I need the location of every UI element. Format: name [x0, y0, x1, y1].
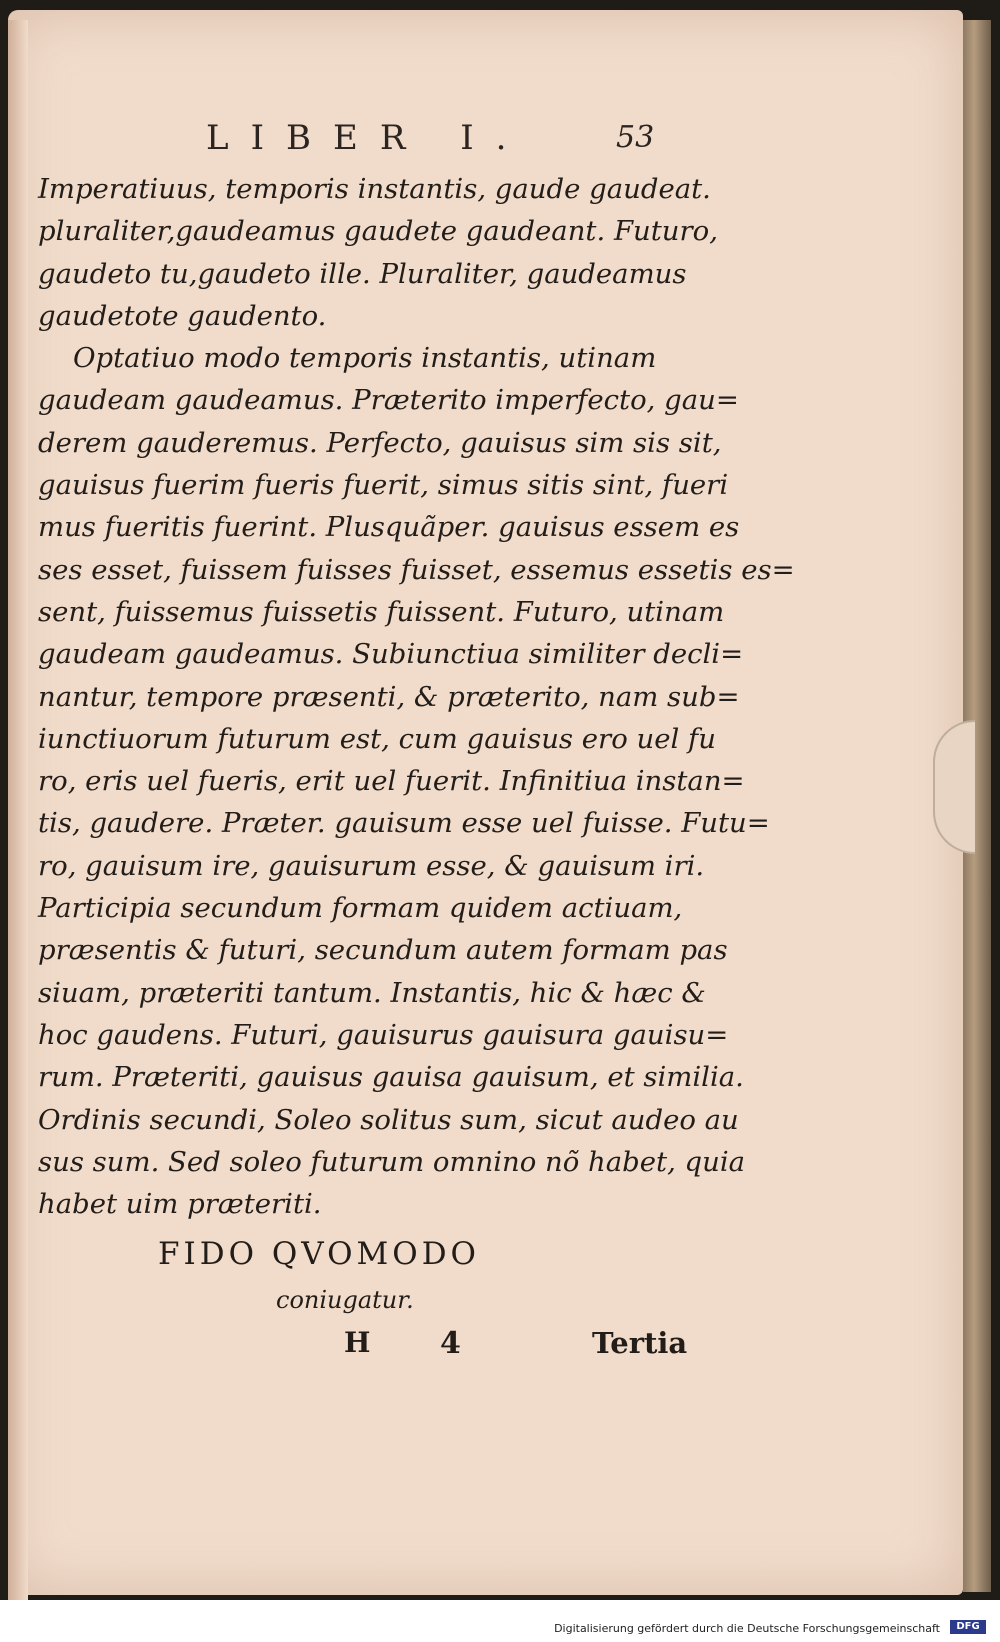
text-line: ro, eris uel fueris, erit uel fuerit. Infinitiua instan= [38, 765, 745, 798]
text-line: rum. Præteriti, gauisus gauisa gauisum, et similia. [38, 1061, 744, 1094]
book-page [8, 10, 963, 1595]
text-line: ro, gauisum ire, gauisurum esse, & gauisum iri. [38, 849, 705, 882]
text-line: Ordinis secundi, Soleo solitus sum, sicut audeo au [38, 1103, 739, 1136]
text-line: gauisus fuerim fueris fuerit, simus sitis sint, fueri [38, 469, 729, 502]
text-line: sus sum. Sed soleo futurum omnino nõ habet, quia [38, 1145, 746, 1178]
running-head [8, 118, 963, 166]
text-line: gaudeam gaudeamus. Subiunctiua similiter decli= [38, 638, 744, 671]
text-line: habet uim præteriti. [38, 1188, 322, 1221]
text-line: ses esset, fuissem fuisses fuisset, essemus essetis es= [38, 553, 795, 586]
footer-bar [0, 1600, 1000, 1642]
running-title: LIBER I. [206, 118, 529, 158]
text-line: mus fueritis fuerint. Plusquãper. gauisus essem es [38, 511, 740, 544]
page-gutter [8, 20, 28, 1605]
text-line: nantur, tempore præsenti, & præterito, nam sub= [38, 680, 740, 713]
text-line: tis, gaudere. Præter. gauisum esse uel fuisse. Futu= [38, 807, 770, 840]
footer-credit: Digitalisierung gefördert durch die Deutsche Forschungsgemeinschaft [554, 1622, 940, 1635]
text-line: hoc gaudens. Futuri, gauisurus gauisura gauisu= [38, 1018, 729, 1051]
text-line: iunctiuorum futurum est, cum gauisus ero uel fu [38, 722, 716, 755]
text-line: sent, fuissemus fuissetis fuissent. Futuro, utinam [38, 595, 725, 628]
text-line: derem gauderemus. Perfecto, gauisus sim sis sit, [38, 426, 722, 459]
text-line: gaudeto tu,gaudeto ille. Pluraliter, gaudeamus [38, 257, 687, 290]
signature-number: 4 [440, 1326, 461, 1361]
text-line: Imperatiuus, temporis instantis, gaude gaudeat. [38, 173, 711, 205]
catchword: Tertia [592, 1326, 688, 1360]
body-text [38, 168, 795, 1225]
folio-number: 53 [616, 120, 655, 155]
section-heading: FIDO QVOMODO [158, 1236, 480, 1272]
section-subheading: coniugatur. [276, 1286, 414, 1314]
signature-mark: H [344, 1326, 371, 1359]
text-line: pluraliter,gaudeamus gaudete gaudeant. Futuro, [38, 215, 718, 248]
dfg-logo: DFG [950, 1620, 986, 1634]
text-line: gaudeam gaudeamus. Præterito imperfecto, gau= [38, 384, 739, 417]
page-clip [933, 720, 975, 854]
text-line: gaudetote gaudento. [38, 299, 327, 332]
text-line: siuam, præteriti tantum. Instantis, hic & hæc & [38, 976, 706, 1009]
text-line: Participia secundum formam quidem actiuam, [38, 892, 683, 925]
text-line: præsentis & futuri, secundum autem formam pas [38, 934, 728, 967]
text-line: Optatiuo modo temporis instantis, utinam [38, 342, 657, 375]
